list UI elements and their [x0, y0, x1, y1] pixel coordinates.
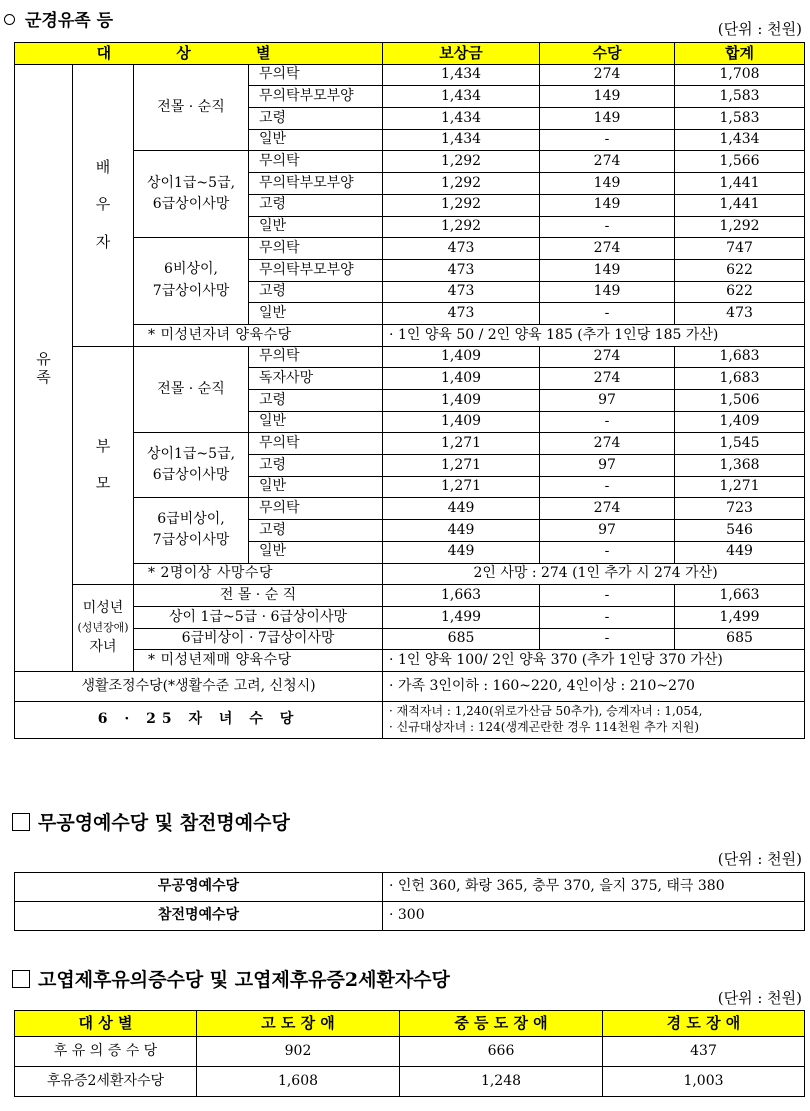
section2-title: 무공영예수당 및 참전명예수당 [12, 808, 290, 835]
table-row [15, 1067, 805, 1097]
allowance-cell: - [540, 585, 675, 607]
allowance-cell: - [540, 411, 675, 433]
total-cell: 622 [675, 259, 805, 281]
type-cell: 일반 [249, 303, 383, 325]
group-label: 상이1급~5급, 6급상이사망 [134, 433, 249, 498]
allowance-cell: 274 [540, 151, 675, 173]
table-row [15, 606, 805, 628]
ao-moderate: 666 [400, 1037, 603, 1067]
table-row [15, 701, 805, 738]
type-cell: 고령 [249, 281, 383, 303]
compensation-cell: 1,292 [383, 194, 540, 216]
table-row [15, 433, 805, 455]
checkbox-square-icon [12, 970, 30, 988]
table-row [15, 43, 805, 65]
ao-mild: 437 [603, 1037, 805, 1067]
type-cell: 무의탁 [249, 346, 383, 368]
bereaved-label-text: 유족 [36, 349, 51, 386]
allowance-cell: 149 [540, 173, 675, 195]
section3-title: 고엽제후유의증수당 및 고엽제후유증2세환자수당 [12, 965, 450, 992]
type-cell: 일반 [249, 216, 383, 238]
allowance-cell: 149 [540, 86, 675, 108]
type-cell: 일반 [249, 541, 383, 563]
compensation-cell: 1,434 [383, 86, 540, 108]
allowance-cell: 274 [540, 368, 675, 390]
type-cell: 무의탁부모부양 [249, 86, 383, 108]
allowance-cell: 274 [540, 498, 675, 520]
compensation-cell: 685 [383, 628, 540, 650]
compensation-cell: 1,434 [383, 108, 540, 130]
table-row [15, 498, 805, 520]
total-cell: 1,409 [675, 411, 805, 433]
type-cell: 독자사망 [249, 368, 383, 390]
compensation-cell: 1,292 [383, 151, 540, 173]
total-cell: 685 [675, 628, 805, 650]
compensation-cell: 449 [383, 498, 540, 520]
total-cell: 1,441 [675, 194, 805, 216]
compensation-cell: 1,292 [383, 216, 540, 238]
honor-allowance-table [14, 872, 805, 931]
type-cell: 6급비상이 · 7급상이사망 [134, 628, 383, 650]
total-cell: 622 [675, 281, 805, 303]
spouse-label-text: 배우자 [95, 157, 111, 251]
type-cell: 전 몰 · 순 직 [134, 585, 383, 607]
total-cell: 1,499 [675, 606, 805, 628]
table-row [15, 64, 805, 86]
total-cell: 723 [675, 498, 805, 520]
table-row [15, 1011, 805, 1037]
allowance-cell: - [540, 129, 675, 151]
note-value: · 1인 양육 50 / 2인 양육 185 (추가 1인당 185 가산) [383, 324, 805, 346]
total-cell: 1,368 [675, 455, 805, 477]
type-cell: 무의탁부모부양 [249, 173, 383, 195]
section3-unit: (단위 : 천원) [717, 989, 802, 1007]
total-cell: 1,683 [675, 346, 805, 368]
compensation-cell: 1,409 [383, 411, 540, 433]
compensation-cell: 1,434 [383, 64, 540, 86]
honor-value: · 300 [383, 902, 805, 931]
minor-label-l1: 미성년 [82, 599, 124, 616]
compensation-cell: 1,271 [383, 455, 540, 477]
total-cell: 1,506 [675, 390, 805, 412]
compensation-cell: 1,409 [383, 346, 540, 368]
header-compensation: 보상금 [383, 43, 540, 65]
allowance-cell: - [540, 606, 675, 628]
allowance-cell: - [540, 216, 675, 238]
total-cell: 1,434 [675, 129, 805, 151]
checkbox-square-icon [12, 813, 30, 831]
type-cell: 일반 [249, 129, 383, 151]
note-label: * 미성년자녀 양육수당 [134, 324, 383, 346]
compensation-cell: 1,499 [383, 606, 540, 628]
table-row [15, 563, 805, 585]
agent-orange-table [14, 1010, 805, 1097]
compensation-cell: 1,271 [383, 433, 540, 455]
group-label: 전몰 · 순직 [134, 346, 249, 433]
compensation-cell: 473 [383, 259, 540, 281]
table-row [15, 1037, 805, 1067]
total-cell: 1,271 [675, 476, 805, 498]
ao-header: 중 등 도 장 애 [400, 1011, 603, 1037]
total-cell: 1,441 [675, 173, 805, 195]
note-value: 2인 사망 : 274 (1인 추가 시 274 가산) [383, 563, 805, 585]
total-cell: 1,545 [675, 433, 805, 455]
compensation-cell: 449 [383, 520, 540, 542]
korean-war-value [383, 701, 805, 738]
minor-note-value: · 1인 양육 100/ 2인 양육 370 (추가 1인당 370 가산) [383, 650, 805, 672]
type-cell: 무의탁 [249, 238, 383, 260]
allowance-cell: 149 [540, 281, 675, 303]
allowance-cell: 274 [540, 433, 675, 455]
honor-label: 참전명예수당 [15, 902, 383, 931]
compensation-cell: 473 [383, 303, 540, 325]
ao-severe: 902 [197, 1037, 400, 1067]
minor-label-l2: (성년장애) [77, 621, 129, 635]
table-row [15, 628, 805, 650]
compensation-cell: 1,292 [383, 173, 540, 195]
header-target: 대 상 별 [15, 43, 383, 65]
compensation-cell: 449 [383, 541, 540, 563]
allowance-cell: 149 [540, 194, 675, 216]
minor-label-l3: 자녀 [89, 638, 117, 655]
korean-war-label: 6 · 25 자 녀 수 당 [15, 701, 383, 738]
allowance-cell: - [540, 541, 675, 563]
table-row [15, 873, 805, 902]
korean-war-line1: · 재적자녀 : 1,240(위로가산금 50추가), 승계자녀 : 1,054, [389, 704, 703, 719]
circle-bullet-icon [4, 14, 15, 25]
total-cell: 473 [675, 303, 805, 325]
allowance-cell: - [540, 303, 675, 325]
allowance-cell: 97 [540, 520, 675, 542]
parents-label [73, 346, 134, 585]
spouse-label [73, 64, 134, 346]
ao-label: 후 유 의 증 수 당 [15, 1037, 197, 1067]
type-cell: 무의탁 [249, 433, 383, 455]
total-cell: 1,583 [675, 108, 805, 130]
group-label: 상이1급~5급, 6급상이사망 [134, 151, 249, 238]
ao-header: 대 상 별 [15, 1011, 197, 1037]
total-cell: 1,663 [675, 585, 805, 607]
table-row [15, 671, 805, 701]
allowance-cell: - [540, 628, 675, 650]
table-row [15, 650, 805, 672]
table-row [15, 324, 805, 346]
allowance-cell: 274 [540, 346, 675, 368]
allowance-cell: 97 [540, 455, 675, 477]
compensation-cell: 473 [383, 281, 540, 303]
honor-label: 무공영예수당 [15, 873, 383, 902]
type-cell: 고령 [249, 194, 383, 216]
ao-label: 후유증2세환자수당 [15, 1067, 197, 1097]
allowance-cell: 149 [540, 259, 675, 281]
section1-unit: (단위 : 천원) [717, 20, 802, 38]
ao-severe: 1,608 [197, 1067, 400, 1097]
veteran-family-table [14, 42, 805, 739]
total-cell: 1,683 [675, 368, 805, 390]
total-cell: 1,583 [675, 86, 805, 108]
allowance-cell: 274 [540, 64, 675, 86]
total-cell: 449 [675, 541, 805, 563]
total-cell: 1,566 [675, 151, 805, 173]
group-label: 6비상이, 7급상이사망 [134, 238, 249, 325]
total-cell: 1,292 [675, 216, 805, 238]
header-total: 합계 [675, 43, 805, 65]
compensation-cell: 1,434 [383, 129, 540, 151]
compensation-cell: 1,409 [383, 390, 540, 412]
section1-title: 군경유족 등 [4, 6, 113, 31]
type-cell: 고령 [249, 108, 383, 130]
allowance-cell: 149 [540, 108, 675, 130]
compensation-cell: 1,409 [383, 368, 540, 390]
table-row [15, 902, 805, 931]
korean-war-line2: · 신규대상자녀 : 124(생계곤란한 경우 114천원 추가 지원) [389, 719, 700, 734]
total-cell: 1,708 [675, 64, 805, 86]
type-cell: 고령 [249, 390, 383, 412]
type-cell: 무의탁 [249, 498, 383, 520]
total-cell: 747 [675, 238, 805, 260]
type-cell: 무의탁 [249, 64, 383, 86]
table-row [15, 346, 805, 368]
group-label: 6급비상이, 7급상이사망 [134, 498, 249, 563]
honor-value: · 인헌 360, 화랑 365, 충무 370, 을지 375, 태극 380 [383, 873, 805, 902]
type-cell: 상이 1급~5급 · 6급상이사망 [134, 606, 383, 628]
ao-header: 고 도 장 애 [197, 1011, 400, 1037]
note-label: * 2명이상 사망수당 [134, 563, 383, 585]
type-cell: 고령 [249, 520, 383, 542]
section2-unit: (단위 : 천원) [717, 850, 802, 868]
living-allowance-value: · 가족 3인이하 : 160~220, 4인이상 : 210~270 [383, 671, 805, 701]
table-row [15, 238, 805, 260]
allowance-cell: 97 [540, 390, 675, 412]
allowance-cell: - [540, 476, 675, 498]
minor-label [73, 585, 134, 672]
total-cell: 546 [675, 520, 805, 542]
compensation-cell: 1,271 [383, 476, 540, 498]
minor-note-label: * 미성년제매 양육수당 [134, 650, 383, 672]
bereaved-label [15, 64, 73, 671]
group-label: 전몰 · 순직 [134, 64, 249, 151]
ao-moderate: 1,248 [400, 1067, 603, 1097]
type-cell: 무의탁 [249, 151, 383, 173]
table-row [15, 151, 805, 173]
compensation-cell: 1,663 [383, 585, 540, 607]
ao-header: 경 도 장 애 [603, 1011, 805, 1037]
allowance-cell: 274 [540, 238, 675, 260]
type-cell: 고령 [249, 455, 383, 477]
type-cell: 일반 [249, 411, 383, 433]
living-allowance-label: 생활조정수당(*생활수준 고려, 신청시) [15, 671, 383, 701]
ao-mild: 1,003 [603, 1067, 805, 1097]
type-cell: 무의탁부모부양 [249, 259, 383, 281]
compensation-cell: 473 [383, 238, 540, 260]
table-row [15, 585, 805, 607]
type-cell: 일반 [249, 476, 383, 498]
parents-label-text: 부모 [95, 436, 111, 493]
header-allowance: 수당 [540, 43, 675, 65]
